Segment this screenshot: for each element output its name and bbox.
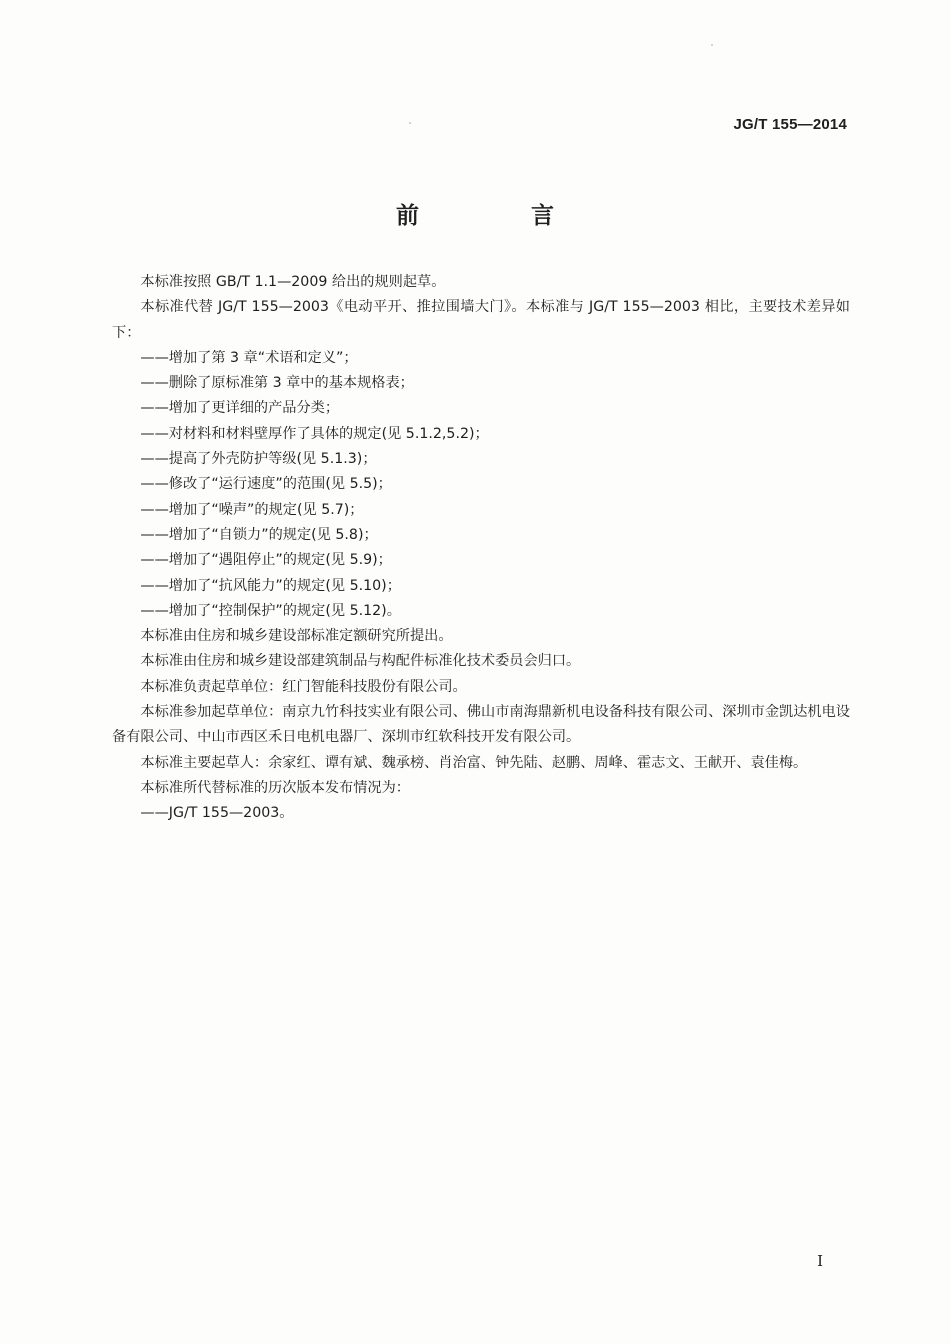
change-item: ——增加了“遇阻停止”的规定(见 5.9)； <box>140 552 392 569</box>
change-item: ——增加了更详细的产品分类； <box>140 400 340 417</box>
change-item: ——删除了原标准第 3 章中的基本规格表； <box>140 375 414 392</box>
paragraph-participating-drafters: 本标准参加起草单位：南京九竹科技实业有限公司、佛山市南海鼎新机电设备科技有限公司、深圳市金凯达机电设备有限公司、中山市西区禾日电机电器厂、深圳市红软科技开发有限公司。 <box>112 704 850 746</box>
change-item: ——增加了“噪声”的规定(见 5.7)； <box>140 501 364 518</box>
paragraph-lead-drafter: 本标准负责起草单位：红门智能科技股份有限公司。 <box>140 678 467 695</box>
scan-speck <box>711 44 713 46</box>
paragraph-version-history: 本标准所代替标准的历次版本发布情况为： <box>140 779 410 796</box>
previous-version-item: ——JG/T 155—2003。 <box>140 805 294 822</box>
paragraph-proposer: 本标准由住房和城乡建设部标准定额研究所提出。 <box>140 628 453 645</box>
standard-code: JG/T 155—2014 <box>733 116 847 133</box>
change-item: ——修改了“运行速度”的范围(见 5.5)； <box>140 476 392 493</box>
paragraph-main-drafters: 本标准主要起草人：余家红、谭有斌、魏承榜、肖治富、钟先陆、赵鹏、周峰、霍志文、王献开、袁佳梅。 <box>140 754 808 771</box>
page-title: 前 言 <box>395 203 606 229</box>
page-number: I <box>817 1252 823 1270</box>
paragraph-replacement: 本标准代替 JG/T 155—2003《电动平开、推拉围墙大门》。本标准与 JG/T 155—2003 相比，主要技术差异如下： <box>112 299 850 341</box>
change-item: ——增加了“自锁力”的规定(见 5.8)； <box>140 526 378 543</box>
change-item: ——提高了外壳防护等级(见 5.1.3)； <box>140 451 377 468</box>
change-item: ——增加了“抗风能力”的规定(见 5.10)； <box>140 577 401 594</box>
scan-speck <box>409 122 411 124</box>
paragraph-committee: 本标准由住房和城乡建设部建筑制品与构配件标准化技术委员会归口。 <box>140 653 581 670</box>
change-item: ——增加了“控制保护”的规定(见 5.12)。 <box>140 602 401 619</box>
change-item: ——对材料和材料壁厚作了具体的规定(见 5.1.2,5.2)； <box>140 425 489 442</box>
paragraph-drafting-rules: 本标准按照 GB/T 1.1—2009 给出的规则起草。 <box>140 274 446 290</box>
change-item: ——增加了第 3 章“术语和定义”； <box>140 349 358 366</box>
foreword-body <box>112 270 850 827</box>
